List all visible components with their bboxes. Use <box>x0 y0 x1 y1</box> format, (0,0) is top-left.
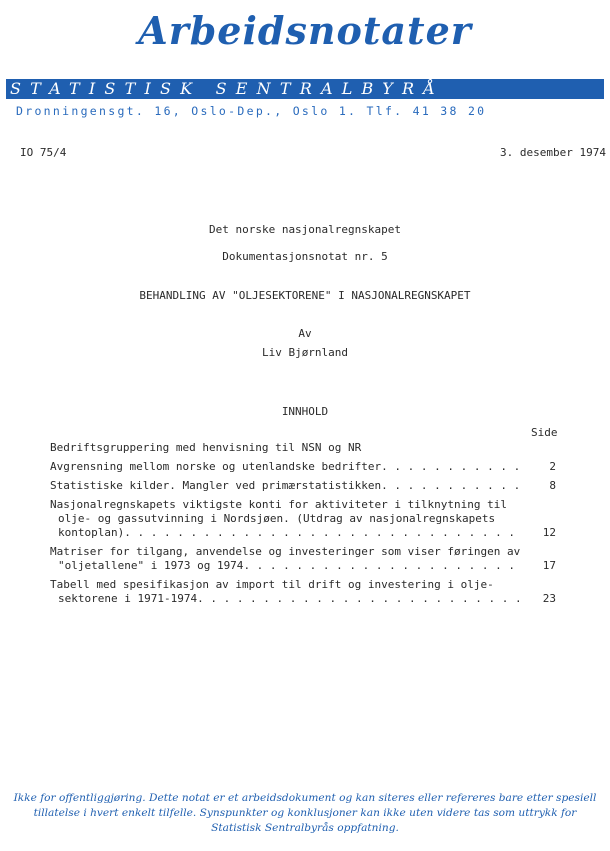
document-reference: IO 75/4 <box>20 146 67 159</box>
toc-entry <box>50 498 556 540</box>
toc-page-number: 17 <box>542 559 556 572</box>
toc-entry-text: Bedriftsgruppering med henvisning til NSN og NR <box>50 441 362 454</box>
notice-line-3: Statistisk Sentralbyrås oppfatning. <box>211 822 399 834</box>
toc-page-label: Side <box>531 426 558 439</box>
toc-entry-text: Tabell med spesifikasjon av import til drift og investering i olje- <box>50 578 494 591</box>
note-number: Dokumentasjonsnotat nr. 5 <box>222 250 388 263</box>
toc-heading: INNHOLD <box>281 405 329 418</box>
author-name: Liv Bjørnland <box>261 346 349 359</box>
toc-entry-text: Statistiske kilder. Mangler ved primærstatistikken <box>50 479 382 492</box>
toc-entry-text: Matriser for tilgang, anvendelse og investeringer som viser føringen av <box>50 545 521 558</box>
toc-entry-text: olje- og gassutvinning i Nordsjøen. (Utdrag av nasjonalregnskapets <box>58 512 496 525</box>
series-title: Det norske nasjonalregnskapet <box>208 223 402 236</box>
toc-entry <box>50 545 556 573</box>
document-title: BEHANDLING AV "OLJESEKTORENE" I NASJONALREGNSKAPET <box>139 289 471 302</box>
toc-entry-text: kontoplan) <box>58 526 125 539</box>
toc-leader-dots <box>381 460 522 474</box>
agency-address: Dronningensgt. 16, Oslo-Dep., Oslo 1. Tlf. 41 38 20 <box>16 104 487 118</box>
table-of-contents <box>50 441 556 611</box>
notice-line-2: tillatelse i hvert enkelt tilfelle. Synspunkter og konklusjoner kan ikke uten videre tas som uttrykk for <box>33 807 577 819</box>
toc-entry-text: sektorene i 1971-1974 <box>58 592 198 605</box>
toc-entry-text: Avgrensning mellom norske og utenlandske bedrifter <box>50 460 382 473</box>
toc-page-number: 8 <box>549 479 556 492</box>
toc-entry-text: "oljetallene" i 1973 og 1974 <box>58 559 244 572</box>
toc-entry <box>50 578 556 606</box>
toc-page-number: 23 <box>542 592 556 605</box>
by-label: Av <box>298 327 312 340</box>
toc-page-number: 12 <box>542 526 556 539</box>
agency-banner: STATISTISK SENTRALBYRÅ <box>6 79 604 99</box>
toc-leader-dots <box>124 526 522 540</box>
confidentiality-notice <box>0 791 610 836</box>
toc-entry <box>50 441 556 455</box>
masthead-title: Arbeidsnotater <box>138 8 472 53</box>
toc-entry <box>50 479 556 493</box>
toc-leader-dots <box>197 592 522 606</box>
toc-entry <box>50 460 556 474</box>
toc-page-number: 2 <box>549 460 556 473</box>
toc-leader-dots <box>381 479 522 493</box>
document-date: 3. desember 1974 <box>500 146 606 159</box>
toc-leader-dots <box>243 559 522 573</box>
toc-entry-text: Nasjonalregnskapets viktigste konti for aktiviteter i tilknytning til <box>50 498 507 511</box>
toc-page-number <box>361 441 556 455</box>
notice-line-1: Ikke for offentliggjøring. Dette notat er et arbeidsdokument og kan siteres eller refereres bare etter spesiell <box>13 792 597 804</box>
